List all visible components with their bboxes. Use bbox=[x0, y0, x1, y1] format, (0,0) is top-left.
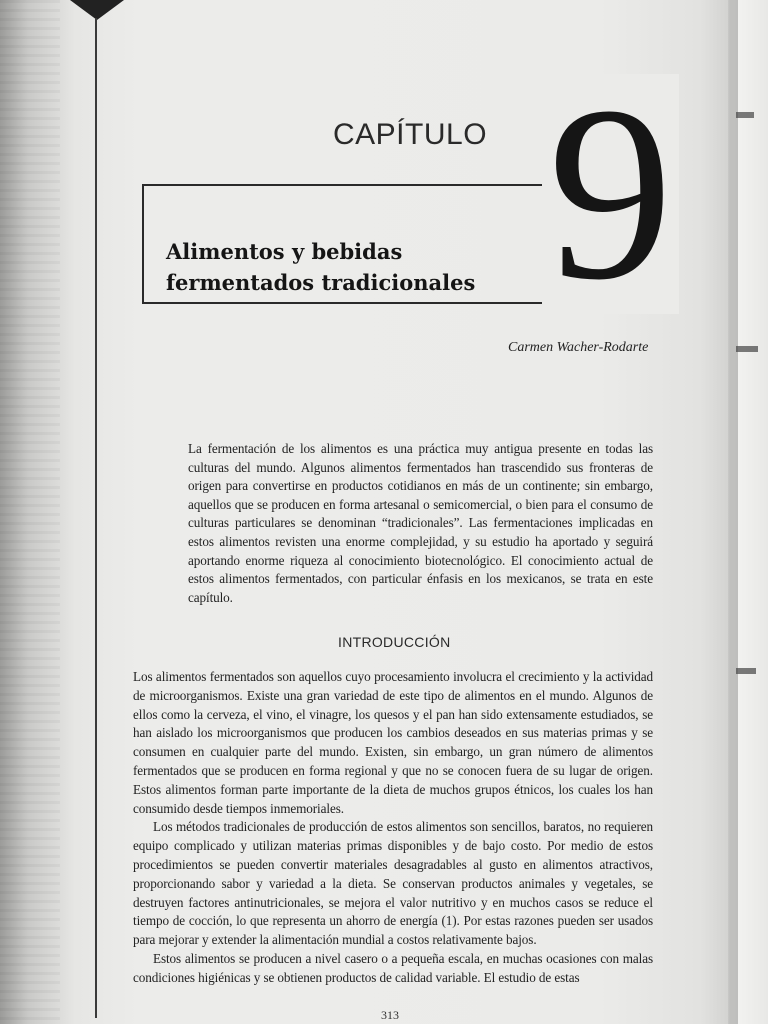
paragraph: Los métodos tradicionales de producción de estos alimentos son sencillos, baratos, no requieren equipo complicado y utilizan materias primas disponibles y de bajo costo. Por medio de estos procedimientos se pueden convertir materiales desagradables al gusto en alimentos atractivos, proporcionando sabor y variedad a la dieta. Se conservan productos animales y vegetales, se destruyen factores antinutricionales, se mejora el valor nutritivo y en muchos casos se reduce el tiempo de cocción, lo que representa un ahorro de energía (1). Por estas razones pueden ser usados para mejorar y extender la alimentación mundial a costos relativamente bajos. bbox=[133, 819, 653, 948]
chapter-number: 9 bbox=[542, 74, 679, 314]
edge-mark bbox=[736, 112, 754, 118]
chapter-title-line-1: Alimentos y bebidas bbox=[166, 239, 403, 264]
spine-marker bbox=[70, 0, 124, 20]
page-number: 313 bbox=[381, 1008, 399, 1022]
paragraph: Estos alimentos se producen a nivel casero o a pequeña escala, en muchas ocasiones con malas condiciones higiénicas y se obtienen productos de calidad variable. El estudio de estas bbox=[133, 950, 653, 985]
edge-mark bbox=[736, 668, 756, 674]
section-heading: INTRODUCCIÓN bbox=[338, 634, 451, 650]
binding-shadow bbox=[0, 0, 60, 1024]
chapter-title bbox=[166, 236, 475, 298]
chapter-author: Carmen Wacher-Rodarte bbox=[508, 340, 649, 355]
paragraph: Los alimentos fermentados son aquellos cuyo procesamiento involucra el crecimiento y la actividad de microorganismos. Existe una gran variedad de este tipo de alimentos en el mundo. Algunos de ellos como la cerveza, el vino, el vinagre, los quesos y el pan han sido extensamente estudiados, se han aislado los microorganismos que producen los cambios deseados en sus materias primas y se consumen en cualquier parte del mundo. Existen, sin embargo, un gran número de alimentos fermentados que se producen en forma regional y que no se conocen fuera de su lugar de origen. Estos alimentos forman parte importante de la dieta de muchos grupos étnicos, los cuales los han consumido desde tiempos inmemoriales. bbox=[133, 669, 653, 816]
spine-line bbox=[95, 18, 97, 1018]
chapter-title-line-2: fermentados tradicionales bbox=[166, 270, 476, 295]
chapter-abstract: La fermentación de los alimentos es una práctica muy antigua presente en todas las culturas del mundo. Algunos alimentos fermentados han trascendido sus fronteras de origen para convertirse en productos cotidianos en más de un continente; sin embargo, aquellos que se producen en forma artesanal o semicomercial, o bien para el consumo de culturas particulares se denominan “tradicionales”. Las fermentaciones implicadas en estos alimentos revisten una enorme complejidad, y su estudio ha aportado y seguirá aportando enorme riqueza al conocimiento biotecnológico. El conocimiento actual de estos alimentos fermentados, con particular énfasis en los mexicanos, se trata en este capítulo. bbox=[188, 441, 653, 605]
chapter-label: CAPÍTULO bbox=[333, 118, 488, 151]
page-edge-shadow bbox=[728, 0, 738, 1024]
section-body bbox=[133, 668, 653, 988]
edge-mark bbox=[736, 346, 758, 352]
